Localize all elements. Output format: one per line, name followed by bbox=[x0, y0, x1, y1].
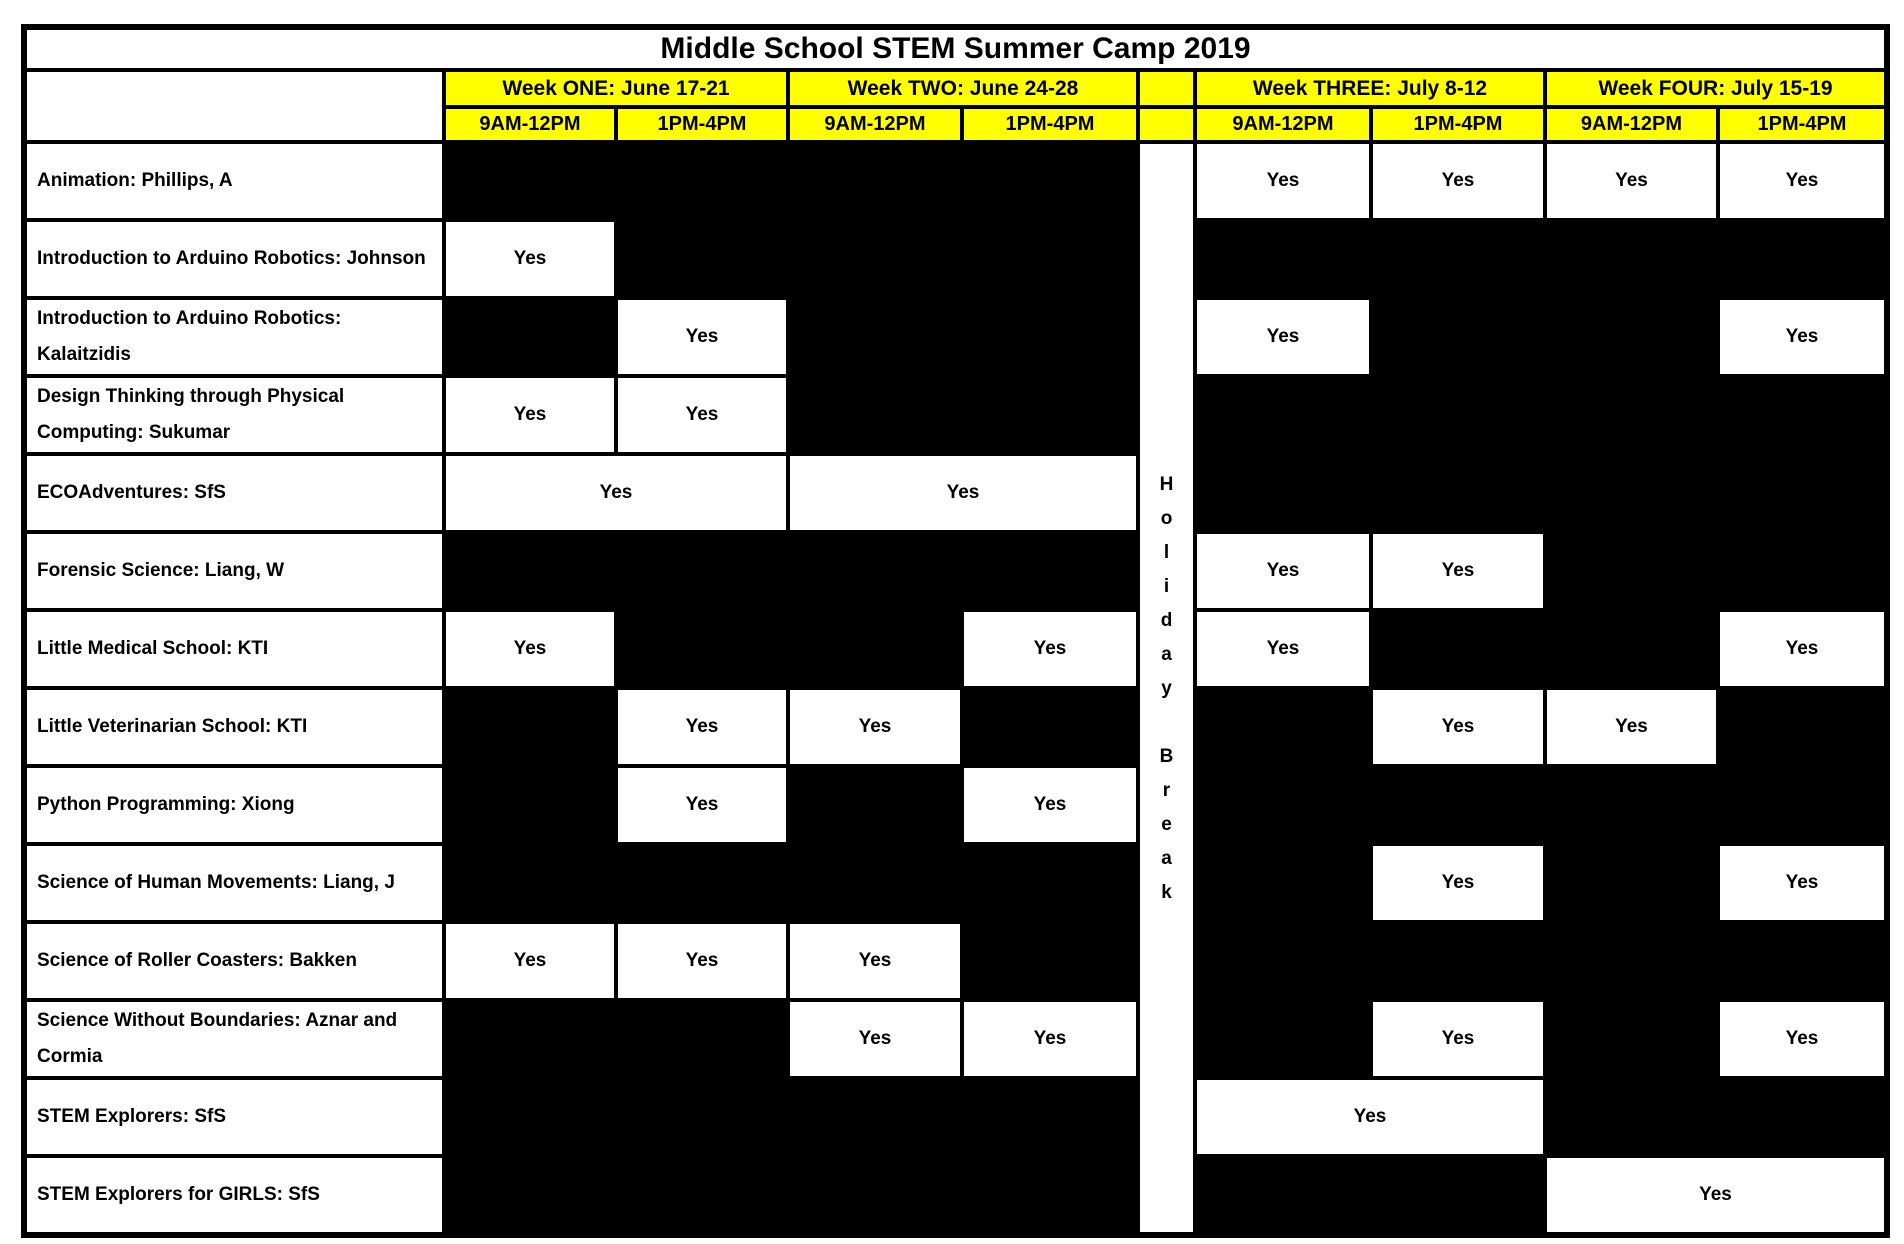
course-label: Little Medical School: KTI bbox=[27, 612, 442, 686]
session-blocked-cell bbox=[1197, 1158, 1369, 1232]
session-yes-cell: Yes bbox=[1197, 534, 1369, 608]
course-label: Forensic Science: Liang, W bbox=[27, 534, 442, 608]
session-yes-cell: Yes bbox=[1373, 534, 1543, 608]
session-blocked-cell bbox=[964, 534, 1136, 608]
session-blocked-cell bbox=[1547, 300, 1716, 374]
session-yes-cell: Yes bbox=[446, 456, 786, 530]
session-blocked-cell bbox=[1720, 534, 1884, 608]
session-yes-cell: Yes bbox=[964, 612, 1136, 686]
session-yes-cell: Yes bbox=[1373, 144, 1543, 218]
session-yes-cell: Yes bbox=[1720, 846, 1884, 920]
session-yes-cell: Yes bbox=[1197, 144, 1369, 218]
session-blocked-cell bbox=[1547, 378, 1716, 452]
session-yes-cell: Yes bbox=[446, 378, 614, 452]
session-yes-cell: Yes bbox=[618, 690, 786, 764]
session-yes-cell: Yes bbox=[790, 924, 960, 998]
session-yes-cell: Yes bbox=[790, 456, 1136, 530]
session-blocked-cell bbox=[1720, 222, 1884, 296]
session-blocked-cell bbox=[1373, 1158, 1543, 1232]
session-blocked-cell bbox=[1197, 924, 1369, 998]
session-blocked-cell bbox=[446, 690, 614, 764]
course-label: Science of Roller Coasters: Bakken bbox=[27, 924, 442, 998]
session-blocked-cell bbox=[964, 846, 1136, 920]
session-blocked-cell bbox=[790, 222, 960, 296]
session-blocked-cell bbox=[964, 690, 1136, 764]
session-blocked-cell bbox=[618, 534, 786, 608]
session-blocked-cell bbox=[1720, 378, 1884, 452]
session-yes-cell: Yes bbox=[618, 924, 786, 998]
time-header-w1-pm: 1PM-4PM bbox=[618, 109, 786, 140]
session-yes-cell: Yes bbox=[1720, 612, 1884, 686]
holiday-letter: a bbox=[1161, 643, 1172, 665]
course-label: Introduction to Arduino Robotics: Johnson bbox=[27, 222, 442, 296]
session-blocked-cell bbox=[1547, 222, 1716, 296]
session-blocked-cell bbox=[1547, 612, 1716, 686]
session-blocked-cell bbox=[790, 300, 960, 374]
session-yes-cell: Yes bbox=[1547, 1158, 1884, 1232]
session-blocked-cell bbox=[790, 378, 960, 452]
course-label: STEM Explorers for GIRLS: SfS bbox=[27, 1158, 442, 1232]
course-label: Introduction to Arduino Robotics: Kalaitzidis bbox=[27, 300, 442, 374]
session-blocked-cell bbox=[1547, 768, 1716, 842]
session-yes-cell: Yes bbox=[964, 768, 1136, 842]
session-blocked-cell bbox=[1373, 924, 1543, 998]
time-header-w2-am: 9AM-12PM bbox=[790, 109, 960, 140]
holiday-break-cell bbox=[1140, 144, 1193, 1232]
session-blocked-cell bbox=[618, 846, 786, 920]
session-yes-cell: Yes bbox=[1720, 1002, 1884, 1076]
holiday-letter: o bbox=[1160, 507, 1173, 529]
page-title: Middle School STEM Summer Camp 2019 bbox=[27, 30, 1884, 68]
session-yes-cell: Yes bbox=[446, 222, 614, 296]
session-blocked-cell bbox=[1547, 846, 1716, 920]
session-blocked-cell bbox=[446, 534, 614, 608]
holiday-header-top bbox=[1140, 72, 1193, 105]
session-yes-cell: Yes bbox=[1547, 144, 1716, 218]
session-blocked-cell bbox=[1373, 612, 1543, 686]
time-header-w1-am: 9AM-12PM bbox=[446, 109, 614, 140]
session-yes-cell: Yes bbox=[618, 378, 786, 452]
week-two-header: Week TWO: June 24-28 bbox=[790, 72, 1136, 105]
session-yes-cell: Yes bbox=[1197, 612, 1369, 686]
session-yes-cell: Yes bbox=[1373, 1002, 1543, 1076]
session-blocked-cell bbox=[964, 144, 1136, 218]
corner-cell bbox=[27, 72, 442, 140]
week-four-header: Week FOUR: July 15-19 bbox=[1547, 72, 1884, 105]
session-blocked-cell bbox=[1197, 222, 1369, 296]
holiday-letter: B bbox=[1159, 745, 1174, 767]
session-blocked-cell bbox=[1373, 768, 1543, 842]
holiday-letter: r bbox=[1162, 779, 1171, 801]
course-label: Little Veterinarian School: KTI bbox=[27, 690, 442, 764]
course-label: ECOAdventures: SfS bbox=[27, 456, 442, 530]
session-blocked-cell bbox=[446, 1002, 614, 1076]
week-one-header: Week ONE: June 17-21 bbox=[446, 72, 786, 105]
session-blocked-cell bbox=[1373, 222, 1543, 296]
session-blocked-cell bbox=[618, 222, 786, 296]
session-blocked-cell bbox=[446, 846, 614, 920]
session-blocked-cell bbox=[1547, 456, 1716, 530]
time-header-w4-pm: 1PM-4PM bbox=[1720, 109, 1884, 140]
holiday-letter: k bbox=[1161, 881, 1172, 903]
session-blocked-cell bbox=[446, 144, 614, 218]
course-label: Animation: Phillips, A bbox=[27, 144, 442, 218]
session-blocked-cell bbox=[618, 1080, 786, 1154]
time-header-w3-am: 9AM-12PM bbox=[1197, 109, 1369, 140]
session-yes-cell: Yes bbox=[790, 690, 960, 764]
session-blocked-cell bbox=[790, 534, 960, 608]
session-blocked-cell bbox=[964, 222, 1136, 296]
time-header-w3-pm: 1PM-4PM bbox=[1373, 109, 1543, 140]
course-label: Science Without Boundaries: Aznar and Cormia bbox=[27, 1002, 442, 1076]
session-yes-cell: Yes bbox=[964, 1002, 1136, 1076]
course-label: Python Programming: Xiong bbox=[27, 768, 442, 842]
session-blocked-cell bbox=[1547, 1080, 1716, 1154]
session-blocked-cell bbox=[1373, 456, 1543, 530]
session-blocked-cell bbox=[446, 1080, 614, 1154]
time-header-w4-am: 9AM-12PM bbox=[1547, 109, 1716, 140]
session-yes-cell: Yes bbox=[1373, 846, 1543, 920]
session-blocked-cell bbox=[1373, 378, 1543, 452]
session-blocked-cell bbox=[964, 300, 1136, 374]
holiday-letter: l bbox=[1163, 541, 1170, 563]
session-yes-cell: Yes bbox=[1720, 144, 1884, 218]
session-blocked-cell bbox=[1547, 924, 1716, 998]
session-yes-cell: Yes bbox=[1197, 300, 1369, 374]
session-blocked-cell bbox=[618, 1158, 786, 1232]
session-blocked-cell bbox=[446, 768, 614, 842]
holiday-header-bottom bbox=[1140, 109, 1193, 140]
session-blocked-cell bbox=[1547, 1002, 1716, 1076]
holiday-letter: a bbox=[1161, 847, 1172, 869]
session-blocked-cell bbox=[1373, 300, 1543, 374]
session-blocked-cell bbox=[1720, 456, 1884, 530]
session-blocked-cell bbox=[1197, 378, 1369, 452]
session-blocked-cell bbox=[1720, 1080, 1884, 1154]
course-label: Science of Human Movements: Liang, J bbox=[27, 846, 442, 920]
session-blocked-cell bbox=[964, 1080, 1136, 1154]
week-three-header: Week THREE: July 8-12 bbox=[1197, 72, 1543, 105]
session-blocked-cell bbox=[790, 144, 960, 218]
session-blocked-cell bbox=[618, 1002, 786, 1076]
session-yes-cell: Yes bbox=[446, 924, 614, 998]
session-blocked-cell bbox=[790, 1080, 960, 1154]
holiday-letter: y bbox=[1161, 677, 1172, 699]
holiday-letter: e bbox=[1161, 813, 1172, 835]
session-yes-cell: Yes bbox=[1197, 1080, 1543, 1154]
session-blocked-cell bbox=[1720, 924, 1884, 998]
session-blocked-cell bbox=[964, 924, 1136, 998]
session-blocked-cell bbox=[1197, 690, 1369, 764]
schedule-table bbox=[21, 24, 1890, 1238]
session-blocked-cell bbox=[790, 612, 960, 686]
time-header-w2-pm: 1PM-4PM bbox=[964, 109, 1136, 140]
session-blocked-cell bbox=[964, 1158, 1136, 1232]
session-blocked-cell bbox=[1720, 690, 1884, 764]
session-blocked-cell bbox=[790, 1158, 960, 1232]
session-blocked-cell bbox=[790, 768, 960, 842]
course-label: STEM Explorers: SfS bbox=[27, 1080, 442, 1154]
session-blocked-cell bbox=[964, 378, 1136, 452]
holiday-letter: i bbox=[1163, 575, 1170, 597]
session-yes-cell: Yes bbox=[618, 768, 786, 842]
session-yes-cell: Yes bbox=[1720, 300, 1884, 374]
session-blocked-cell bbox=[1197, 846, 1369, 920]
session-yes-cell: Yes bbox=[790, 1002, 960, 1076]
session-blocked-cell bbox=[1720, 768, 1884, 842]
course-label: Design Thinking through Physical Computing: Sukumar bbox=[27, 378, 442, 452]
session-blocked-cell bbox=[790, 846, 960, 920]
session-yes-cell: Yes bbox=[446, 612, 614, 686]
session-blocked-cell bbox=[1197, 456, 1369, 530]
session-yes-cell: Yes bbox=[1373, 690, 1543, 764]
holiday-letter: d bbox=[1160, 609, 1173, 631]
session-blocked-cell bbox=[446, 300, 614, 374]
session-blocked-cell bbox=[618, 612, 786, 686]
session-blocked-cell bbox=[1547, 534, 1716, 608]
session-blocked-cell bbox=[1197, 1002, 1369, 1076]
session-blocked-cell bbox=[1197, 768, 1369, 842]
session-yes-cell: Yes bbox=[618, 300, 786, 374]
session-blocked-cell bbox=[446, 1158, 614, 1232]
session-yes-cell: Yes bbox=[1547, 690, 1716, 764]
session-blocked-cell bbox=[618, 144, 786, 218]
holiday-letter: H bbox=[1159, 473, 1174, 495]
